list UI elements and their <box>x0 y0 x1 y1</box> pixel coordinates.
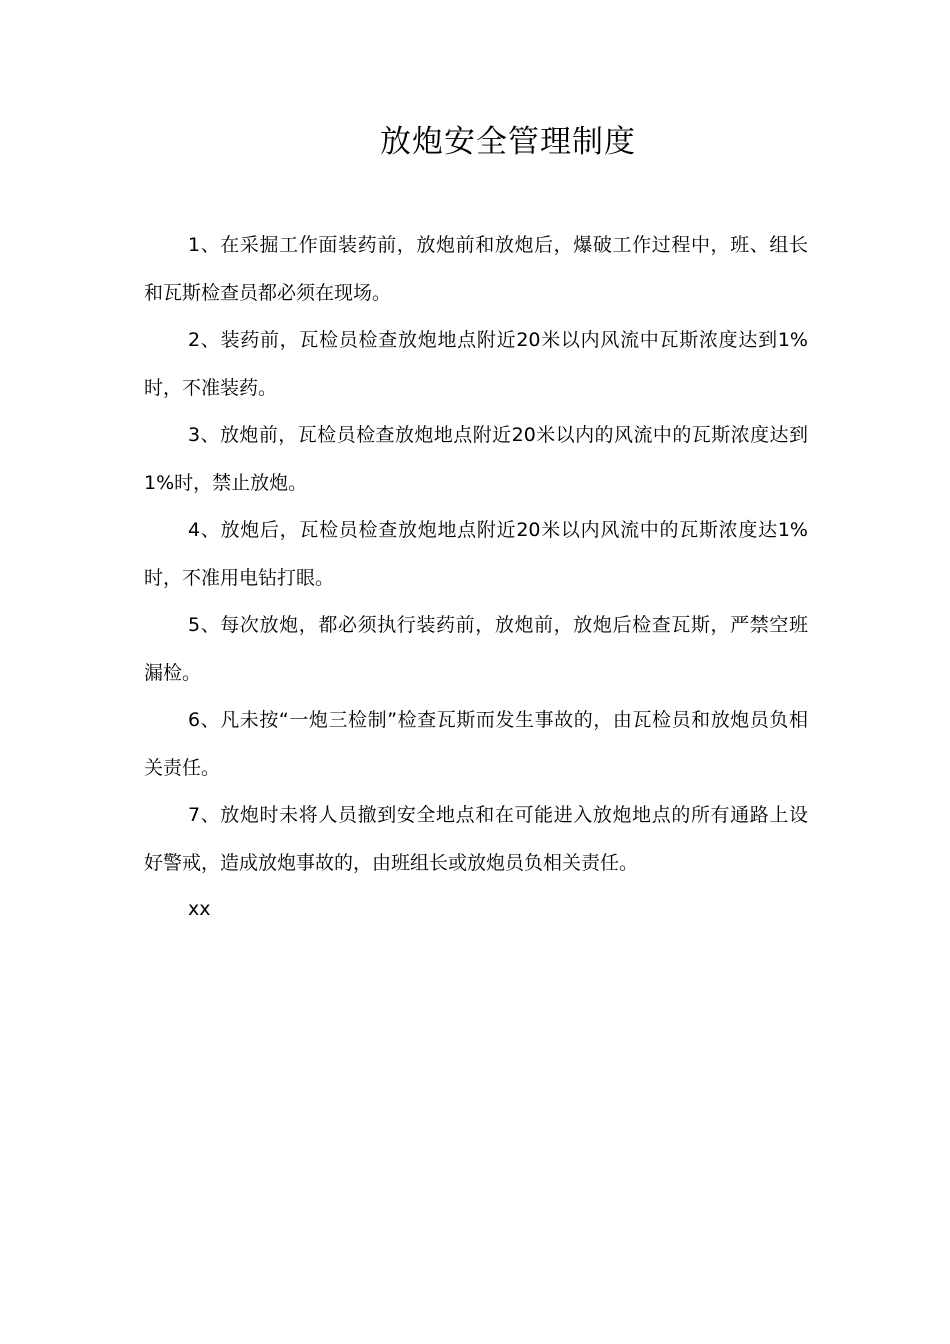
rule-paragraph-4: 4、放炮后，瓦检员检查放炮地点附近20米以内风流中的瓦斯浓度达1%时，不准用电钻打眼。 <box>144 519 808 589</box>
signature-text: xx <box>188 898 211 920</box>
rule-paragraph-3: 3、放炮前，瓦检员检查放炮地点附近20米以内的风流中的瓦斯浓度达到1%时，禁止放炮。 <box>144 424 808 494</box>
rule-paragraph-7: 7、放炮时未将人员撤到安全地点和在可能进入放炮地点的所有通路上设好警戒，造成放炮事故的，由班组长或放炮员负相关责任。 <box>144 804 808 874</box>
rule-paragraph-6: 6、凡未按“一炮三检制”检查瓦斯而发生事故的，由瓦检员和放炮员负相关责任。 <box>144 709 808 779</box>
document-title: 放炮安全管理制度 <box>380 124 636 160</box>
rule-paragraph-5: 5、每次放炮，都必须执行装药前，放炮前，放炮后检查瓦斯，严禁空班漏检。 <box>144 614 808 684</box>
rule-paragraph-2: 2、装药前，瓦检员检查放炮地点附近20米以内风流中瓦斯浓度达到1%时，不准装药。 <box>144 329 808 399</box>
rule-paragraph-1: 1、在采掘工作面装药前，放炮前和放炮后，爆破工作过程中，班、组长和瓦斯检查员都必须在现场。 <box>144 234 808 304</box>
document-body <box>144 222 808 929</box>
